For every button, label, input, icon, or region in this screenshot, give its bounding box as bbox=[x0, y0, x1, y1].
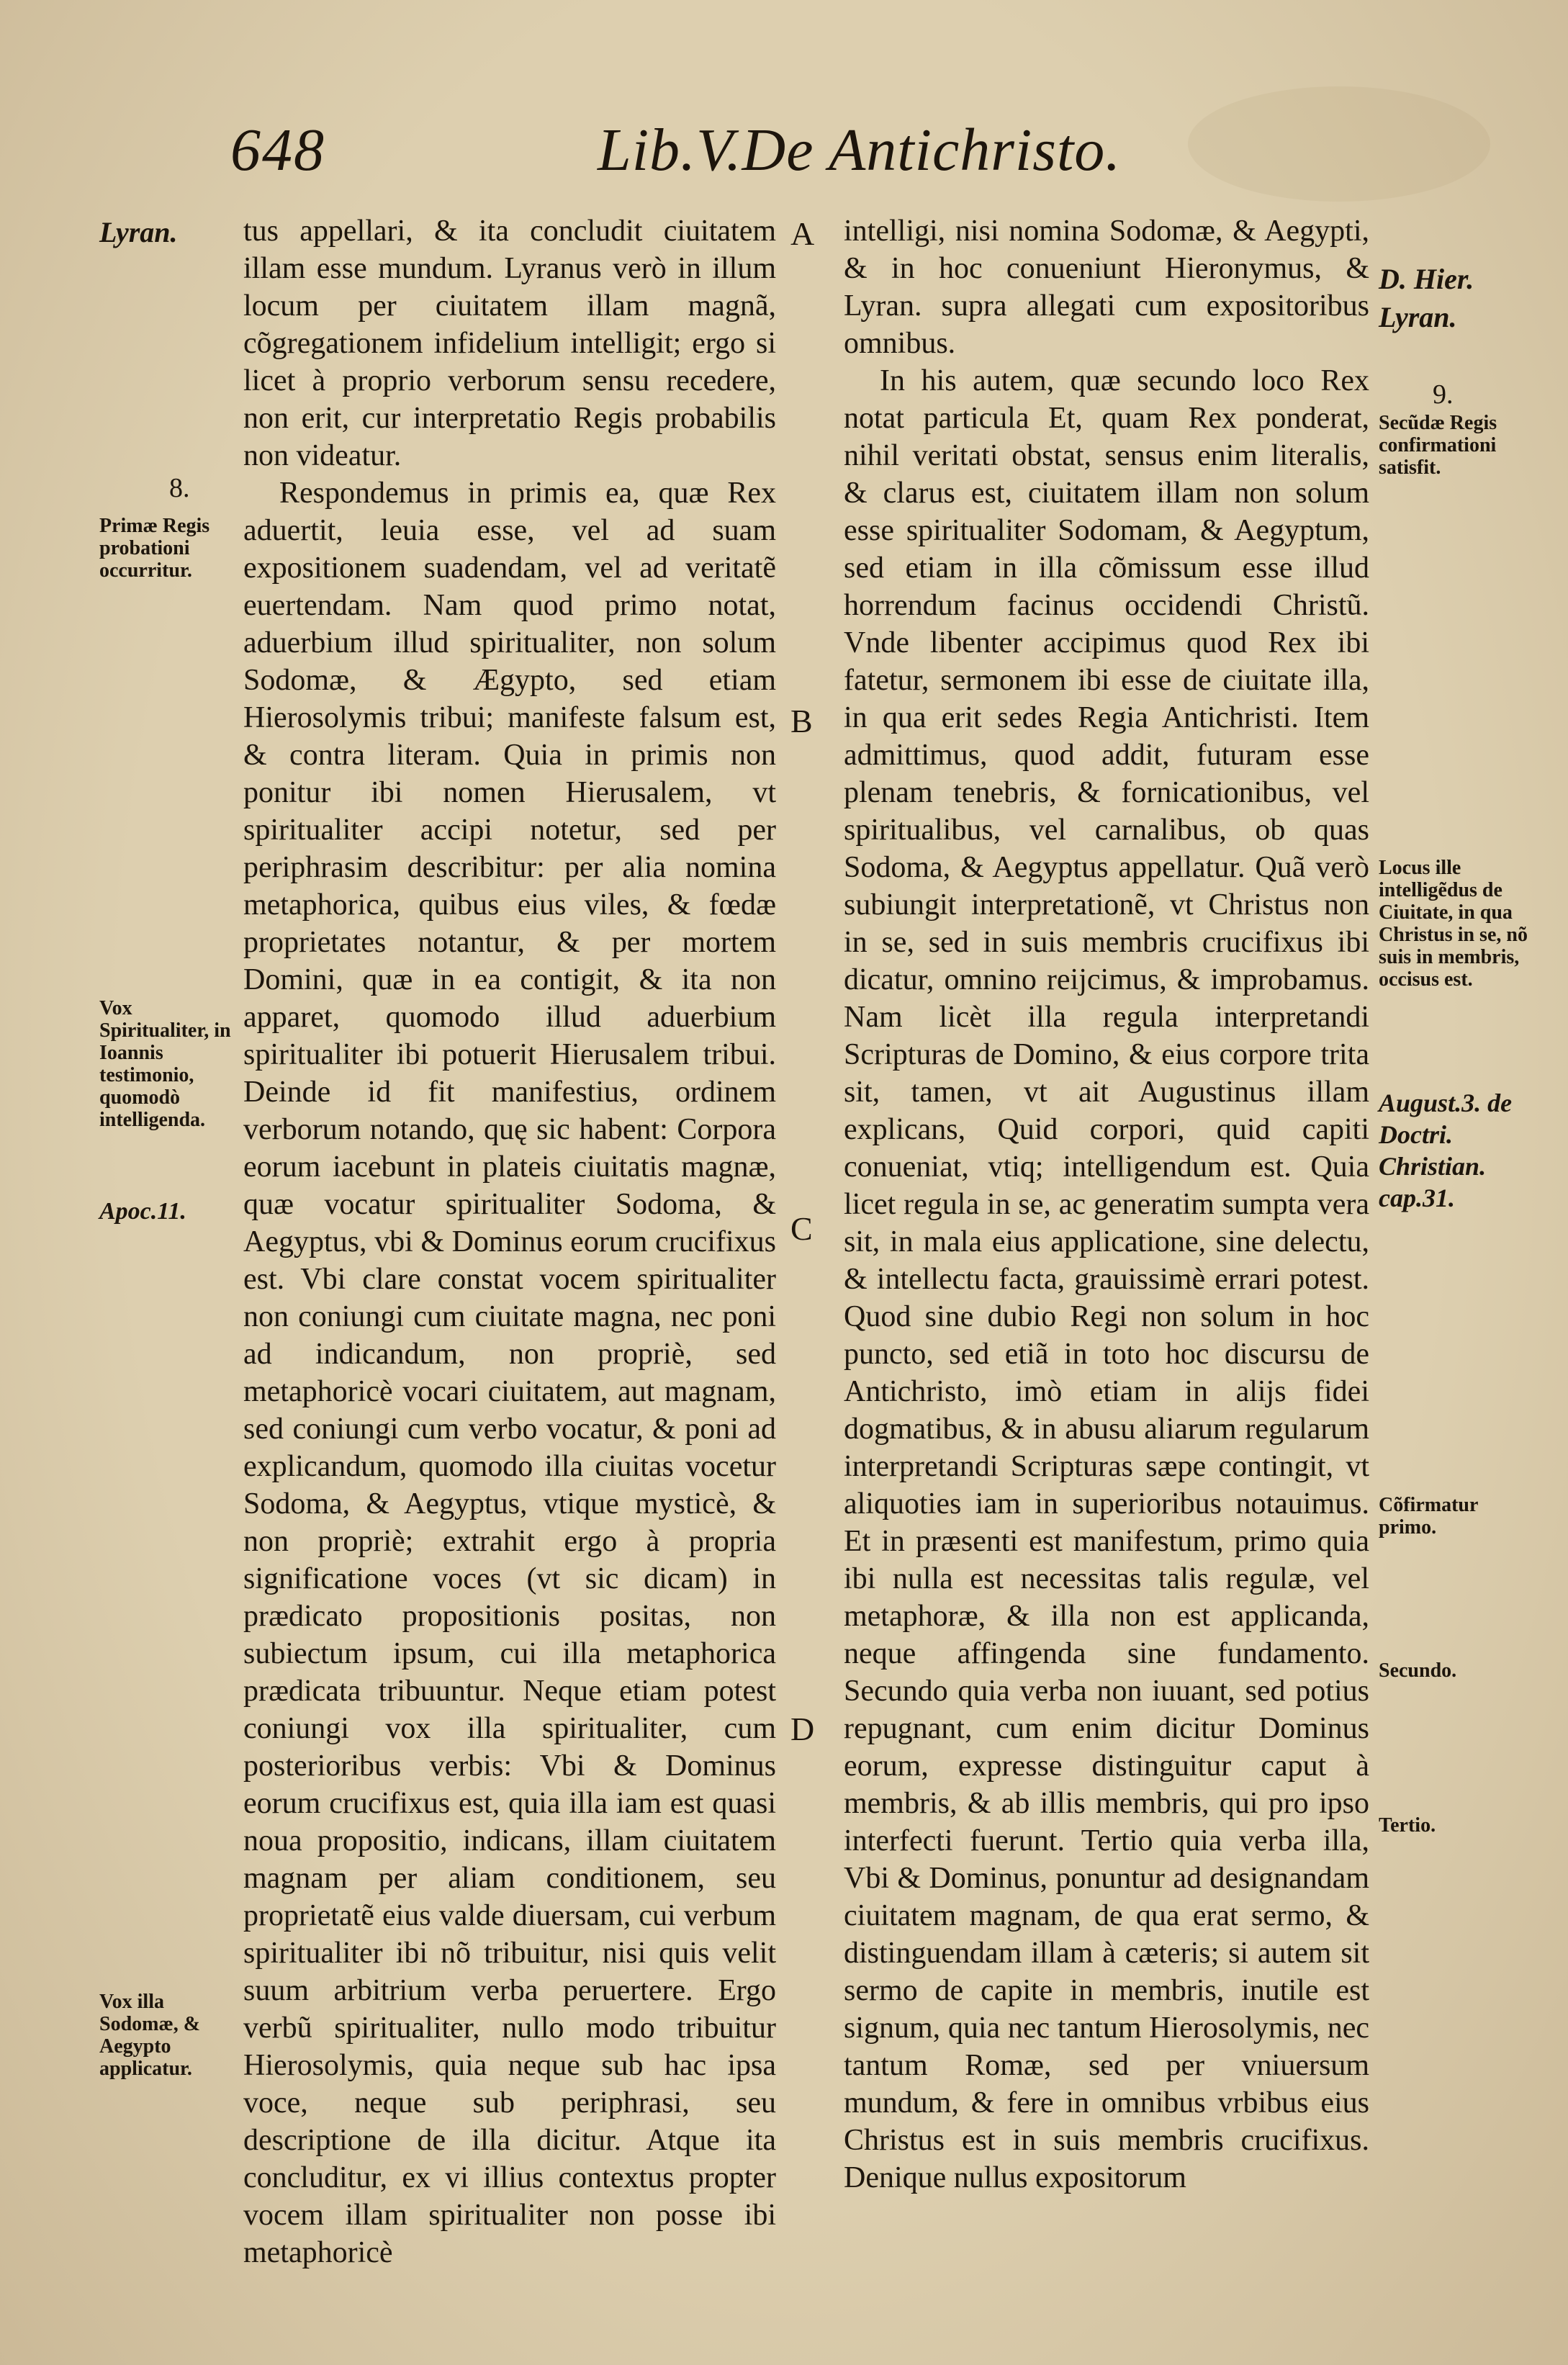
section-letter-d: D bbox=[790, 1711, 815, 1747]
margin-note-lyran: Lyran. bbox=[99, 216, 178, 248]
margin-note-secundo: Secundo. bbox=[1379, 1659, 1457, 1682]
right-paragraph-2: In his autem, quæ secundo loco Rex notat particula Et, quam Rex ponderat, nihil veritati obstat, sensus enim literalis, & clarus est, ciuitatem illam non solum esse spiritualiter Sodomam, & Aegyptum, sed etiam in illa cõmissum esse illud horrendum facinus occidendi Christũ. Vnde libenter accipimus quod Rex ibi fatetur, sermonem ibi esse de ciuitate illa, in qua erit sedes Regia Antichristi. Item admittimus, quod addit, futuram esse plenam tenebris, & fornicationibus, vel spiritualibus, vel carnalibus, ob quas Sodoma, & Aegyptus appellatur. Quã verò subiungit interpretationẽ, vt Christus non in se, sed in suis membris crucifixus ibi dicatur, omnino reijcimus, & improbamus. Nam licèt illa regula interpretandi Scripturas de Domino, & eius corpore trita sit, tamen, vt ait Augustinus illam explicans, Quid corpori, quid capiti conueniat, vtiq; intelligendum est. Quia licet regula in se, ac generatim sumpta vera sit, in mala eius applicatione, sine delectu, & intellectu facta, grauissimè errari potest. Quod sine dubio Regi non solum in hoc puncto, sed etiã in toto hoc discursu de Antichristo, imò etiam in alijs fidei dogmatibus, & in abusu aliarum regularum interpretandi Scripturas sæpe contingit, vt aliquoties iam in superioribus notauimus. Et in præsenti est manifestum, primo quia ibi nulla est necessitas talis regulæ, vel metaphoræ, & illa non est applicanda, neque affingenda sine fundamento. Secundo quia verba non iuuant, sed potius repugnant, cum enim dicitur Dominus eorum, expresse distinguitur caput à membris, & ab illis membris, qui pro ipso interfecti fuerunt. Tertio quia verba illa, Vbi & Dominus, ponuntur ad designandam ciuitatem magnam, de qua erat sermo, & distinguendam illam à cæteris; si autem sit sermo de capite in membris, inutile est signum, quia nec tantum Hierosolymis, nec tantum Romæ, sed per vniuersum mundum, & fere in omnibus vrbibus eius Christus est in suis membris crucifixus. Denique nullus expositorum bbox=[844, 364, 1369, 2194]
section-letter-c: C bbox=[790, 1210, 813, 1247]
section-letter-b: B bbox=[790, 703, 813, 739]
margin-note-prime-regis: Primæ Regis probationi occurritur. bbox=[99, 515, 210, 582]
left-paragraph-1: tus appellari, & ita concludit ciuitatem illam esse mundum. Lyranus verò in illum locum per ciuitatem illam magnã, cõgregationem infidelium intelligit; ergo si licet à proprio verborum sensu recedere, non erit, cur interpretatio Regis probabilis non videatur. bbox=[243, 215, 776, 472]
margin-note-sodomae: Vox illa Sodomæ, & Aegypto applicatur. bbox=[99, 1991, 201, 2080]
margin-note-lyran-right: Lyran. bbox=[1379, 301, 1457, 333]
running-title: Lib.V.De Antichristo. bbox=[598, 117, 1122, 184]
margin-note-confirmatur: Cõfirmatur primo. bbox=[1379, 1494, 1478, 1539]
running-head bbox=[0, 108, 1568, 187]
margin-note-august: August.3. de Doctri. Christian. cap.31. bbox=[1379, 1089, 1513, 1212]
right-paragraph-1: intelligi, nisi nomina Sodomæ, & Aegypti, & in hoc conueniunt Hieronymus, & Lyran. supra allegati cum expositoribus omnibus. bbox=[844, 215, 1369, 360]
margin-note-apoc: Apoc.11. bbox=[99, 1198, 186, 1225]
margin-note-locus: Locus ille intelligẽdus de Ciuitate, in qua Christus in se, nõ suis in membris, occisus est. bbox=[1379, 857, 1528, 991]
left-text-column bbox=[243, 212, 776, 2271]
left-paragraph-2: Respondemus in primis ea, quæ Rex aduertit, leuia esse, vel ad suam expositionem suadendam, vel ad veritatẽ euertendam. Nam quod primo notat, aduerbium illud spiritualiter, non solum Sodomæ, & Ægypto, sed etiam Hierosolymis tribui; manifeste falsum est, & contra literam. Quia in primis non ponitur ibi nomen Hierusalem, vt spiritualiter accipi notetur, sed per periphrasim describitur: per alia nomina metaphorica, quibus eius viles, & fœdæ proprietates notantur, & per mortem Domini, quæ in ea contigit, & ita non apparet, quomodo illud aduerbium spiritualiter ibi potuerit Hierusalem tribui. Deinde id fit manifestius, ordinem verborum notando, quę sic habent: Corpora eorum iacebunt in plateis ciuitatis magnæ, quæ vocatur spiritualiter Sodoma, & Aegyptus, vbi & Dominus eorum crucifixus est. Vbi clare constat vocem spiritualiter non coniungi cum ciuitate magna, nec poni ad indicandum, non propriè, sed metaphoricè vocari ciuitatem, aut magnam, sed coniungi cum verbo vocatur, & poni ad explicandum, quomodo illa ciuitas vocetur Sodoma, & Aegyptus, vtique mysticè, & non propriè; extrahit ergo à propria significatione voces (vt sic dicam) in prædicato propositionis positas, non subiectum ipsum, cui illa metaphorica prædicata tribuuntur. Neque etiam potest coniungi vox illa spiritualiter, cum posterioribus verbis: Vbi & Dominus eorum crucifixus est, quia illa iam est quasi noua propositio, indicans, illam ciuitatem magnam per aliam conditionem, seu proprietatẽ eius valde diuersam, cui verbum spiritualiter ibi nõ tribuitur, nisi quis velit suum arbitrium verba peruertere. Ergo verbũ spiritualiter, nullo modo tribuitur Hierosolymis, quia neque sub hac ipsa voce, neque sub periphrasi, seu descriptione de illa dicitur. Atque ita concluditur, ex vi illius contextus propter vocem illam spiritualiter non posse ibi metaphoricè bbox=[243, 477, 776, 2269]
margin-note-tertio: Tertio. bbox=[1379, 1814, 1436, 1837]
margin-number-9: 9. bbox=[1433, 379, 1454, 410]
right-text-column bbox=[844, 212, 1369, 2197]
section-letter-a: A bbox=[790, 215, 815, 252]
margin-note-hier: D. Hier. bbox=[1379, 263, 1474, 295]
margin-note-secundae: Secũdæ Regis confirmationi satisfit. bbox=[1379, 412, 1497, 479]
page-number: 648 bbox=[230, 117, 325, 184]
margin-note-vox-spiritualiter: Vox Spiritualiter, in Ioannis testimonio, quomodò intelligenda. bbox=[99, 997, 231, 1131]
margin-number-8: 8. bbox=[169, 473, 190, 503]
